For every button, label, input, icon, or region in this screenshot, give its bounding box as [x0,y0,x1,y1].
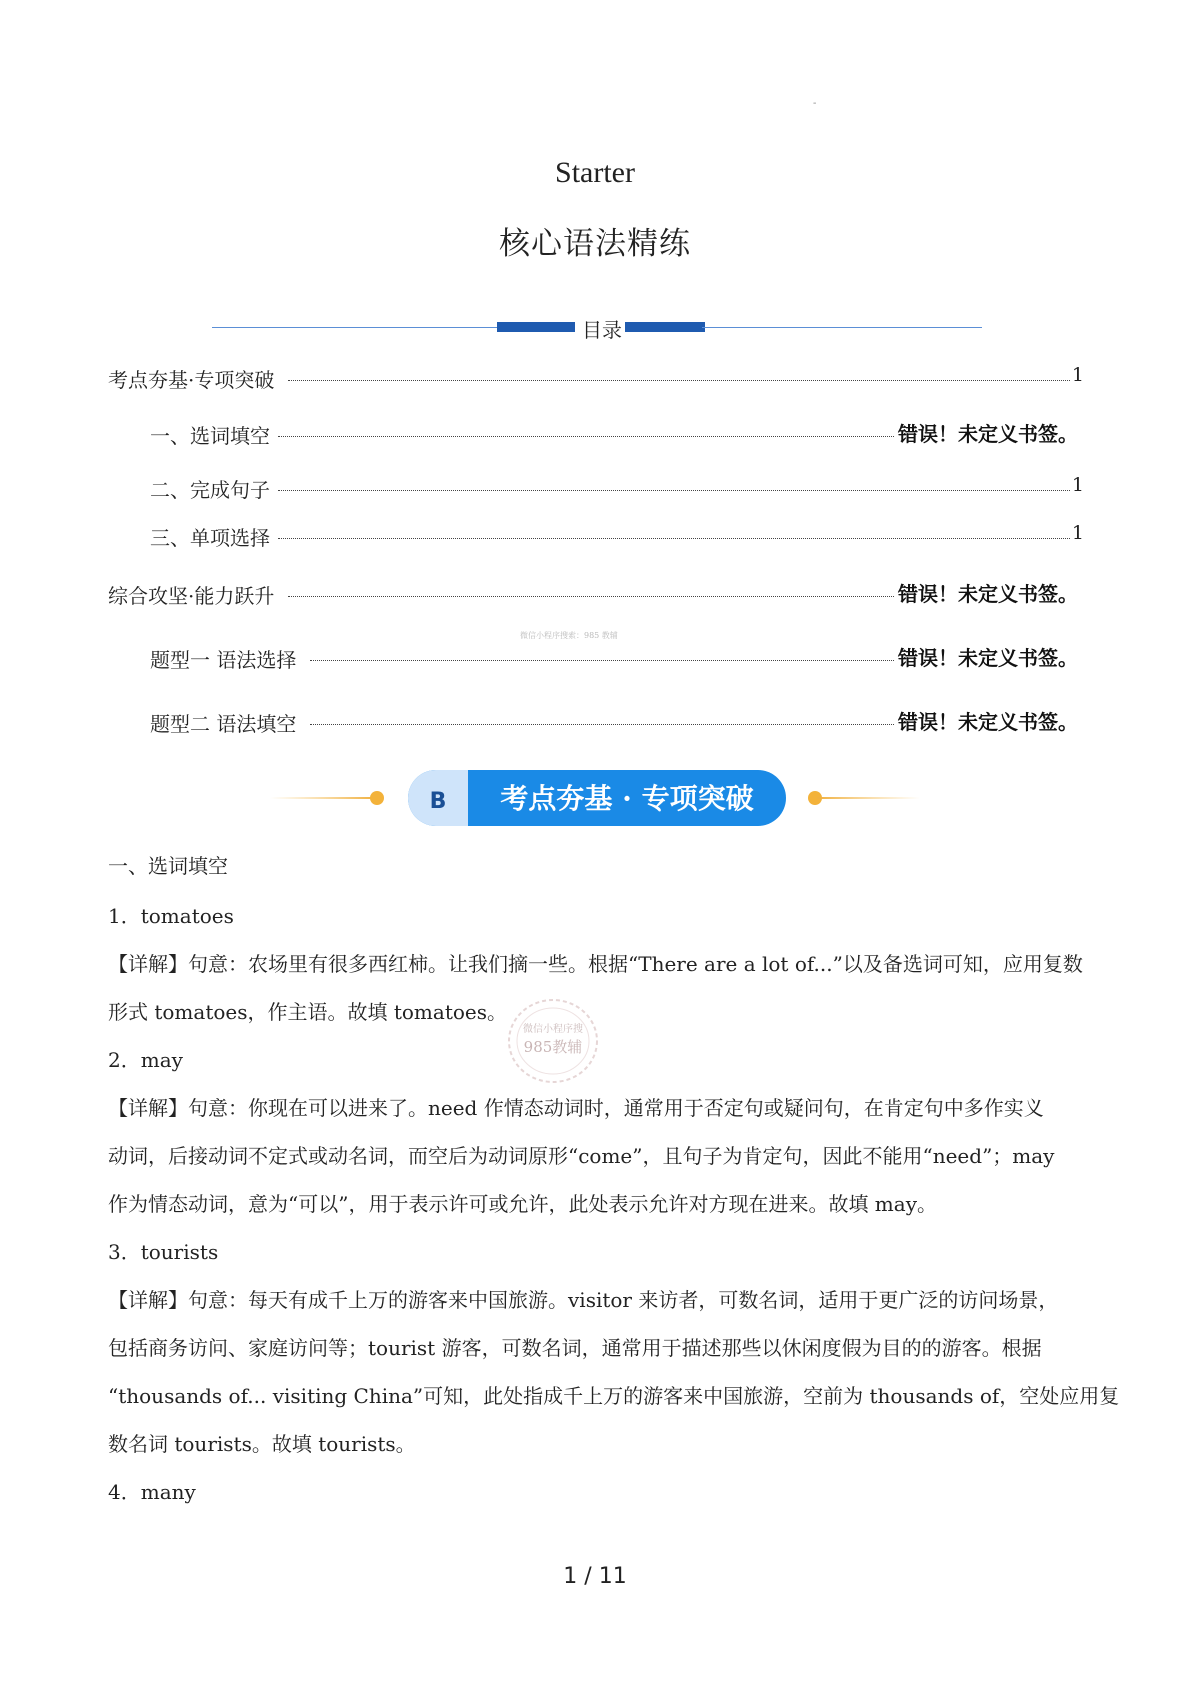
banner-title: 考点夯基 · 专项突破 [500,782,754,815]
explanation-line: 作为情态动词，意为“可以”，用于表示许可或允许，此处表示允许对方现在进来。故填 may。 [108,1192,937,1216]
toc-entry-text: 题型二 语法填空 [150,712,297,736]
toc-entry-text: 二、完成句子 [150,478,270,502]
answer-number: 2．may [108,1048,183,1072]
explanation-line: 形式 tomatoes，作主语。故填 tomatoes。 [108,1000,508,1024]
explanation-line: 包括商务访问、家庭访问等；tourist 游客，可数名词，通常用于描述那些以休闲度假为目的的游客。根据 [108,1336,1042,1360]
toc-leader [278,490,1070,491]
toc-rule-left [212,327,502,328]
toc-entry-text: 题型一 语法选择 [150,648,297,672]
toc-page: 1 [1071,474,1084,496]
toc-bar-left [497,322,575,332]
banner-dot-left [370,791,384,805]
document-subtitle: 核心语法精练 [499,226,691,262]
toc-leader [288,380,1070,381]
toc-entry[interactable] [0,364,1190,396]
toc-entry[interactable] [0,474,1190,506]
toc-leader [288,596,894,597]
toc-bar-right [625,322,705,332]
toc-entry-text: 综合攻坚·能力跃升 [108,584,275,608]
toc-error: 错误！未定义书签。 [898,582,1078,606]
explanation-line: 【详解】句意：农场里有很多西红柿。让我们摘一些。根据“There are a lot of...”以及备选词可知，应用复数 [108,952,1083,976]
section-title: 一、选词填空 [108,854,228,878]
answer-number: 3．tourists [108,1240,219,1264]
banner-rule-left [270,797,375,799]
page-number: 1 / 11 [563,1564,627,1589]
answer-number: 1．tomatoes [108,904,234,928]
toc-entry-text: 一、选词填空 [150,424,270,448]
toc-header [212,316,982,342]
toc-entry[interactable] [0,522,1190,554]
toc-entry-text: 三、单项选择 [150,526,270,550]
explanation-line: 数名词 tourists。故填 tourists。 [108,1432,416,1456]
explanation-line: 【详解】句意：每天有成千上万的游客来中国旅游。visitor 来访者，可数名词，适用于更广泛的访问场景， [108,1288,1059,1312]
toc-error: 错误！未定义书签。 [898,646,1078,670]
toc-leader [278,436,894,437]
banner-rule-right [817,797,920,799]
toc-page: 1 [1071,522,1084,544]
toc-entry[interactable] [0,580,1190,612]
toc-error: 错误！未定义书签。 [898,422,1078,446]
toc-entry-text: 考点夯基·专项突破 [108,368,275,392]
answer-number: 4．many [108,1480,196,1504]
explanation-line: 动词，后接动词不定式或动名词，而空后为动词原形“come”，且句子为肯定句，因此不能用“need”；may [108,1144,1055,1168]
toc-heading: 目录 [582,318,622,342]
stamp-line1: 微信小程序搜 [523,1024,583,1035]
top-mark: - [813,98,817,109]
stamp-line2: 985教辅 [523,1038,583,1056]
section-banner [270,768,920,828]
explanation-line: “thousands of... visiting China”可知，此处指成千上万的游客来中国旅游，空前为 thousands of，空处应用复 [108,1384,1120,1408]
toc-page: 1 [1071,364,1084,386]
toc-error: 错误！未定义书签。 [898,710,1078,734]
watermark-text: 微信小程序搜索：985 教辅 [520,631,618,640]
toc-entry[interactable] [0,644,1190,676]
toc-leader [278,538,1070,539]
toc-entry[interactable] [0,708,1190,740]
banner-letter: B [429,789,447,814]
stamp-watermark [505,996,601,1086]
explanation-line: 【详解】句意：你现在可以进来了。need 作情态动词时，通常用于否定句或疑问句，在肯定句中多作实义 [108,1096,1044,1120]
toc-entry[interactable] [0,420,1190,452]
toc-leader [310,660,894,661]
toc-rule-right [702,327,982,328]
toc-leader [310,724,894,725]
document-title: Starter [555,156,635,189]
